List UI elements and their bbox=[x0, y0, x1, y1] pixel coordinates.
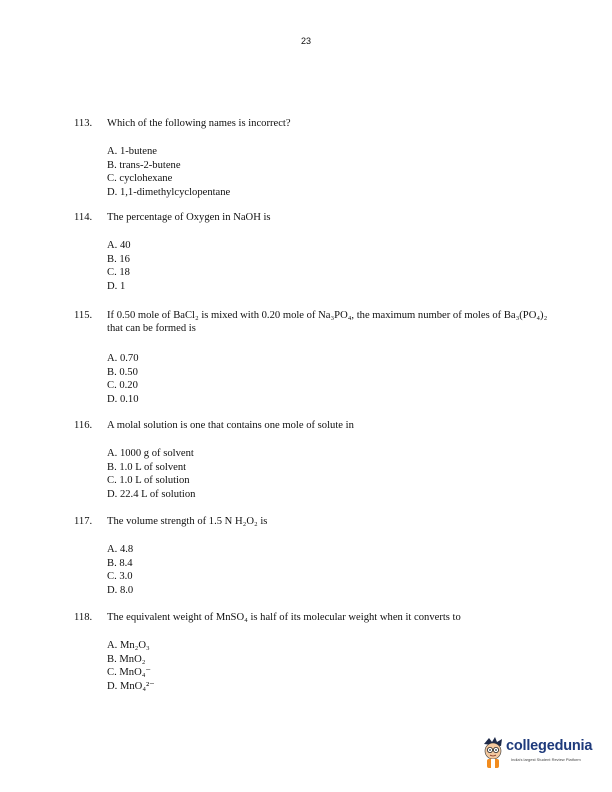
option-a: A. 1-butene bbox=[107, 146, 158, 157]
mascot-icon bbox=[480, 736, 506, 770]
options-list bbox=[107, 352, 554, 406]
option-c: C. 0.20 bbox=[107, 380, 138, 392]
option-c: C. 18 bbox=[107, 267, 130, 279]
question-text: The equivalent weight of MnSO₄ is half of its molecular weight when it converts to bbox=[107, 612, 461, 623]
logo-wordmark: collegedunia bbox=[506, 738, 593, 754]
option-a: A. Mn₂O₃ bbox=[107, 640, 150, 651]
question-text: The volume strength of 1.5 N H₂O₂ is bbox=[107, 516, 268, 527]
question-117 bbox=[74, 515, 554, 597]
option-d: D. 0.10 bbox=[107, 393, 139, 405]
option-a: A. 0.70 bbox=[107, 353, 139, 364]
option-c: C. 1.0 L of solution bbox=[107, 475, 190, 487]
question-number: 114. bbox=[74, 212, 93, 223]
question-number: 113. bbox=[74, 118, 93, 129]
question-118 bbox=[74, 611, 554, 693]
option-d: D. 22.4 L of solution bbox=[107, 488, 196, 500]
option-a: A. 40 bbox=[107, 240, 131, 251]
options-list bbox=[107, 447, 554, 501]
option-c: C. cyclohexane bbox=[107, 173, 173, 185]
option-d: D. MnO₄²⁻ bbox=[107, 680, 155, 692]
collegedunia-logo bbox=[480, 736, 600, 772]
question-text: If 0.50 mole of BaCl₂ is mixed with 0.20 mole of Na₃PO₄, the maximum number of moles of Ba₃(PO₄)₂ that can be formed is bbox=[107, 310, 548, 334]
option-a: A. 4.8 bbox=[107, 544, 134, 555]
page-number: 23 bbox=[300, 36, 311, 46]
question-113 bbox=[74, 117, 554, 199]
logo-tagline: India's largest Student Review Platform bbox=[511, 757, 581, 762]
question-number: 115. bbox=[74, 310, 93, 321]
question-text: Which of the following names is incorrect? bbox=[107, 118, 291, 129]
option-d: D. 1,1-dimethylcyclopentane bbox=[107, 186, 231, 198]
options-list bbox=[107, 543, 554, 597]
question-116 bbox=[74, 419, 554, 501]
question-114 bbox=[74, 211, 554, 293]
option-d: D. 8.0 bbox=[107, 584, 134, 596]
option-c: C. 3.0 bbox=[107, 571, 133, 583]
option-b: B. trans-2-butene bbox=[107, 159, 181, 171]
question-text: The percentage of Oxygen in NaOH is bbox=[107, 212, 271, 223]
question-number: 118. bbox=[74, 612, 93, 623]
option-c: C. MnO₄⁻ bbox=[107, 667, 152, 679]
options-list bbox=[107, 145, 554, 199]
option-b: B. 8.4 bbox=[107, 557, 133, 569]
options-list bbox=[107, 639, 554, 693]
option-b: B. 1.0 L of solvent bbox=[107, 461, 187, 473]
options-list bbox=[107, 239, 554, 293]
question-number: 117. bbox=[74, 516, 93, 527]
question-number: 116. bbox=[74, 420, 93, 431]
question-text: A molal solution is one that contains one mole of solute in bbox=[107, 420, 354, 431]
option-a: A. 1000 g of solvent bbox=[107, 448, 194, 459]
option-b: B. MnO₂ bbox=[107, 653, 146, 665]
option-d: D. 1 bbox=[107, 280, 126, 292]
question-115 bbox=[74, 309, 554, 406]
option-b: B. 16 bbox=[107, 253, 130, 265]
option-b: B. 0.50 bbox=[107, 366, 138, 378]
